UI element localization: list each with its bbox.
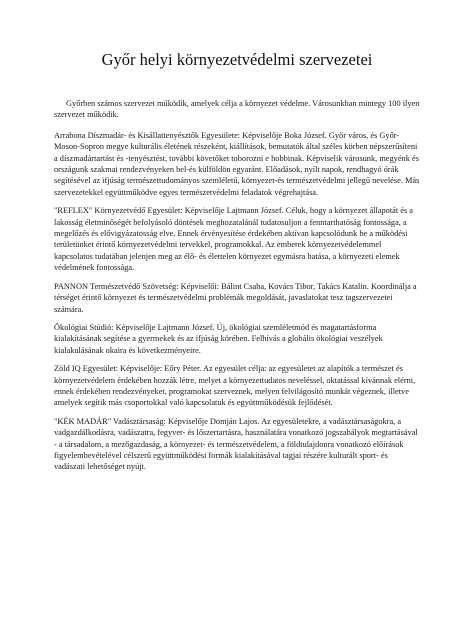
paragraph-reflex: "REFLEX" Környezetvédő Egyesület: Képviselője Lajtmann József. Céluk, hogy a környezet állapotát és a lakosság életminőségét befolyásoló döntések meghozatalánál tudatosuljon a fenntarthatóság fontossága, a megelőzés és elővigyázatosság elve. Ennek érvényesítése érdekében aktívan kapcsolódunk be a működési területünket érintő környezetvédelmi tervekkel, programokkal. Az emberek környezetvédelemmel kapcsolatos tudatában jelenjen meg az élő- és élettelen környezet egymásra hatása, a környezeti elemek védelmének fontossága. [54,206,413,273]
paragraph-zold-iq: Zöld IQ Egyesület: Képviselője: Eőry Péter. Az egyesület célja: az egyesületet az alapítók a természet és környezetvédelem érdekében hozzák létre, melyet a környezettudatos neveléssel, oktatással kívánnak elérni, ennek érdekében rendezvényeket, programokat szerveznek, melyen felvilágosító munkát végeznek, illetve amelyek segítik más csoportokkal való kapcsolatuk és együttműködésük fejlődését. [54,364,416,408]
paragraph-arrabona: Arrabona Díszmadár- és Kisállattenyésztők Egyesülete: Képviselője Boka József. Győr város, és Győr-Moson-Sopron megye kulturális életének részeként, kiállítások, bemutatók által széles körben népszerűsíteni a díszmadártartást és -tenyésztést, további követőket toborozni e hobbinak. Képviselik városunk, megyénk és országunk szakmai rendezvényeken bel-és külföldön egyaránt. Előadások, nyílt napok, rendhagyó órák segítésével az ifjúság természettudományos szemléletű, környezet-és természetvédelmi jellegű nevelése. Más szervezetekkel együttműködve egyes természetvédelmi feladatok végrehajtása. [54,130,420,197]
intro-paragraph: Győrben számos szervezet működik, amelyek célja a környezet védelme. Városunkban mintegy 100 ilyen szervezet működik. [54,99,420,120]
paragraph-okologiai-studio: Ökológiai Stúdió: Képviselője Lajtmann József. Új, ökológiai szemléletmód és magatartásforma kialakításának segítése a gyermekek és az ifjúság körében. Felhívás a globális ökológiai veszélyek kialakulásának okaira és következményeire. [54,322,383,355]
paragraph-pannon: PANNON Természetvédő Szövetség: Képviselői: Bálint Csaba, Kovács Tibor, Takács Katalin. Koordinálja a térséget érintő környezet és természetvédelmi problémák megoldását, javaslatokat tesz tagszervezetei számára. [54,281,417,314]
paragraph-kek-madar: "KÉK MADÁR" Vadásztársaság: Képviselője Domján Lajos. Az egyesületekre, a vadásztársaságokra, a vadgazdálkodásra, vadászatra, fegyver- és lőszertartásra, használatára vonatkozó jogszabályok megtartásával - a társadalom, a mezőgazdaság, a környezet- és természetvédelem, a földtulajdonra vonatkozó előírások figyelembevételével célszerű együttműködési formák kialakításával tagjai részére kulturált sport- és vadászati lehetőséget nyújt. [54,416,418,472]
page-title: Győr helyi környezetvédelmi szervezetei [101,50,373,69]
